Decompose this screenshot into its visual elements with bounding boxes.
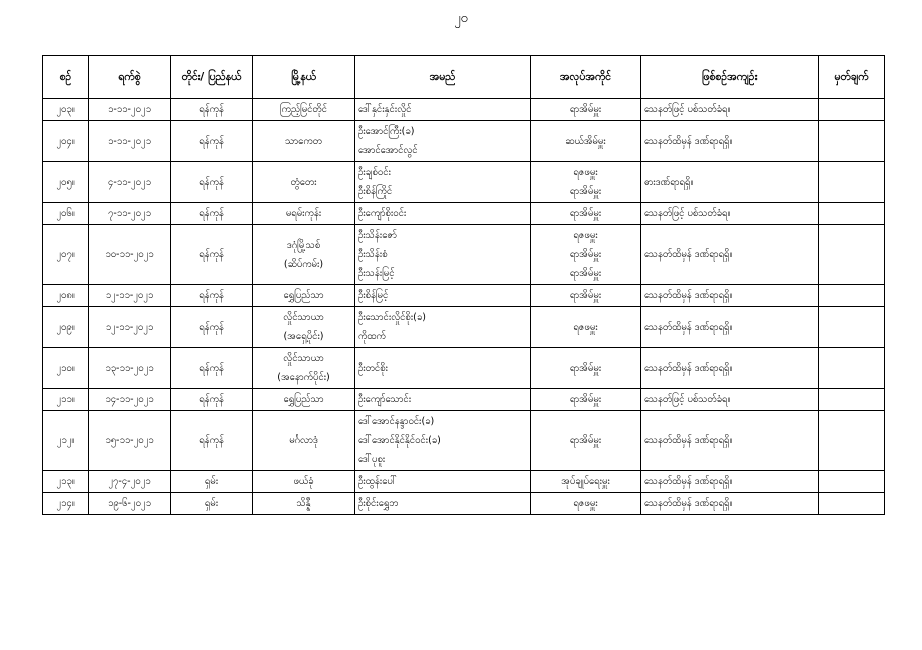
cell-township bbox=[253, 411, 355, 471]
cell-occupation bbox=[531, 99, 641, 121]
cell-occupation bbox=[531, 471, 641, 493]
cell-region: ရန်ကုန် bbox=[171, 348, 253, 389]
cell-date: ၁၅-၁၁-၂၀၂၁ bbox=[89, 411, 171, 471]
cell-region: ရန်ကုန် bbox=[171, 162, 253, 203]
page-number: ၂၀ bbox=[454, 11, 468, 26]
cell-region: ရှမ်း bbox=[171, 471, 253, 493]
cell-name-line: ဦးစိန်မြင့် bbox=[358, 290, 389, 301]
cell-name bbox=[355, 307, 531, 348]
cell-occupation bbox=[531, 493, 641, 515]
cell-township bbox=[253, 121, 355, 162]
cell-township-line: ဖယ်ခုံ bbox=[293, 476, 314, 487]
cell-name-line: ကိုထက် bbox=[358, 331, 386, 342]
cell-township bbox=[253, 225, 355, 285]
cell-remarks bbox=[819, 493, 885, 515]
cell-date: ၄-၁၁-၂၀၂၁ bbox=[89, 162, 171, 203]
cell-name-line: ဦးစိန်ကြိုင် bbox=[358, 186, 393, 197]
header-incident: ဖြစ်စဉ်အကျဉ်း bbox=[641, 56, 819, 99]
cell-name-line: ဦးသန်းမြင့် bbox=[358, 268, 395, 279]
cell-remarks bbox=[819, 389, 885, 411]
cell-incident: သေနတ်ဖြင့် ပစ်သတ်ခံရ။ bbox=[641, 203, 819, 225]
cell-name-line: ဦးကျော်သောင်း bbox=[358, 394, 412, 405]
cell-remarks bbox=[819, 307, 885, 348]
cell-township bbox=[253, 162, 355, 203]
cell-township bbox=[253, 389, 355, 411]
cell-township bbox=[253, 99, 355, 121]
cell-township-line: မင်္ဂလာဒုံ bbox=[289, 435, 318, 446]
cell-incident: သေနတ်ထိမှန် ဒဏ်ရာရရှိ။ bbox=[641, 285, 819, 307]
cell-incident: သေနတ်ဖြင့် ပစ်သတ်ခံရ။ bbox=[641, 99, 819, 121]
cell-occupation-line: ရာအိမ်မှူး bbox=[569, 208, 602, 219]
cell-township bbox=[253, 348, 355, 389]
cell-name bbox=[355, 99, 531, 121]
cell-occupation-line: အုပ်ချုပ်ရေးမှူး bbox=[561, 476, 610, 487]
cell-date: ၁၃-၁၁-၂၀၂၁ bbox=[89, 348, 171, 389]
cell-name-line: ဦးအောင်ကြီး(ခ) bbox=[358, 126, 415, 137]
cell-occupation-line: ရဇဖမှူး bbox=[573, 230, 598, 241]
cell-date: ၁၄-၁၁-၂၀၂၁ bbox=[89, 389, 171, 411]
cell-township-line: တွံတေး bbox=[290, 176, 317, 188]
table-row bbox=[43, 162, 885, 203]
cell-name bbox=[355, 471, 531, 493]
cell-name-line: အောင်အောင်လွင် bbox=[358, 145, 418, 156]
cell-region: ရန်ကုန် bbox=[171, 99, 253, 121]
cell-date: ၁၀-၁၁-၂၀၂၁ bbox=[89, 225, 171, 285]
cell-township bbox=[253, 471, 355, 493]
cell-date: ၁-၁၁-၂၀၂၁ bbox=[89, 99, 171, 121]
cell-no: ၂၀၅။ bbox=[43, 162, 89, 203]
cell-township bbox=[253, 307, 355, 348]
cell-occupation-line: ရာအိမ်မှူး bbox=[569, 394, 602, 405]
cell-remarks bbox=[819, 471, 885, 493]
cell-occupation bbox=[531, 389, 641, 411]
cell-occupation-line: ရဇဖမှူး bbox=[573, 498, 598, 509]
cell-name-line: ဦးတင်စိုး bbox=[358, 362, 388, 374]
cell-occupation bbox=[531, 411, 641, 471]
cell-name-line: ဦးသိန်းဇော် bbox=[358, 230, 397, 241]
cell-region: ရှမ်း bbox=[171, 493, 253, 515]
cell-township-line: ရွှေပြည်သာ bbox=[283, 290, 324, 301]
cell-occupation bbox=[531, 121, 641, 162]
cell-incident: သေနတ်ထိမှန် ဒဏ်ရာရရှိ။ bbox=[641, 225, 819, 285]
cell-township bbox=[253, 203, 355, 225]
header-remarks: မှတ်ချက် bbox=[819, 56, 885, 99]
cell-name-line: ဒေါ်အောင်နန္ဒာဝင်း(ခ) bbox=[358, 416, 435, 427]
header-occupation: အလုပ်အကိုင် bbox=[531, 56, 641, 99]
cell-remarks bbox=[819, 348, 885, 389]
cell-no: ၂၁၃။ bbox=[43, 471, 89, 493]
cell-incident: သေနတ်ထိမှန် ဒဏ်ရာရရှိ။ bbox=[641, 121, 819, 162]
cell-incident: သေနတ်ဖြင့် ပစ်သတ်ခံရ။ bbox=[641, 389, 819, 411]
cell-no: ၂၀၃။ bbox=[43, 99, 89, 121]
cell-remarks bbox=[819, 225, 885, 285]
cell-remarks bbox=[819, 411, 885, 471]
cell-name bbox=[355, 121, 531, 162]
cell-remarks bbox=[819, 203, 885, 225]
cell-incident: သေနတ်ထိမှန် ဒဏ်ရာရရှိ။ bbox=[641, 348, 819, 389]
cell-township-line: (ဆိပ်ကမ်း) bbox=[283, 258, 324, 270]
cell-occupation-line: ရာအိမ်မှူး bbox=[569, 435, 602, 446]
cell-name bbox=[355, 348, 531, 389]
cell-occupation bbox=[531, 348, 641, 389]
cell-occupation bbox=[531, 203, 641, 225]
cell-township-line: မရမ်းကုန်း bbox=[285, 208, 322, 219]
cell-occupation bbox=[531, 285, 641, 307]
table-header-row bbox=[43, 56, 885, 99]
cell-no: ၂၀၉။ bbox=[43, 307, 89, 348]
cell-region: ရန်ကုန် bbox=[171, 389, 253, 411]
cell-occupation bbox=[531, 225, 641, 285]
cell-region: ရန်ကုန် bbox=[171, 285, 253, 307]
cell-region: ရန်ကုန် bbox=[171, 307, 253, 348]
cell-no: ၂၀၆။ bbox=[43, 203, 89, 225]
cell-name bbox=[355, 389, 531, 411]
cell-township-line: သိန္နီ bbox=[296, 498, 311, 509]
table-row bbox=[43, 348, 885, 389]
cell-no: ၂၁၂။ bbox=[43, 411, 89, 471]
cell-name-line: ဦးသောင်းလှိုင်စိုး(ခ) bbox=[358, 312, 426, 323]
cell-township-line: ဒဂုံမြို့သစ် bbox=[286, 239, 321, 251]
cell-occupation-line: ရဇဖမှူး bbox=[573, 167, 598, 178]
cell-remarks bbox=[819, 162, 885, 203]
records-table bbox=[42, 55, 885, 515]
cell-no: ၂၁၄။ bbox=[43, 493, 89, 515]
table-row bbox=[43, 285, 885, 307]
cell-incident: သေနတ်ထိမှန် ဒဏ်ရာရရှိ။ bbox=[641, 307, 819, 348]
cell-occupation-line: ရာအိမ်မှူး bbox=[569, 104, 602, 115]
cell-occupation-line: ရဇဖမှူး bbox=[573, 321, 598, 333]
cell-incident: သေနတ်ထိမှန် ဒဏ်ရာရရှိ။ bbox=[641, 411, 819, 471]
table-row bbox=[43, 99, 885, 121]
cell-remarks bbox=[819, 99, 885, 121]
table-row bbox=[43, 203, 885, 225]
cell-remarks bbox=[819, 285, 885, 307]
cell-occupation-line: ရာအိမ်မှူး bbox=[569, 268, 602, 279]
cell-name-line: ဦးချစ်ဝင်း bbox=[358, 167, 391, 178]
cell-name-line: ဦးစိုင်းရွှေဘ bbox=[358, 498, 399, 509]
cell-occupation bbox=[531, 162, 641, 203]
cell-no: ၂၀၈။ bbox=[43, 285, 89, 307]
cell-region: ရန်ကုန် bbox=[171, 411, 253, 471]
cell-occupation-line: ရာအိမ်မှူး bbox=[569, 186, 602, 197]
table-row bbox=[43, 411, 885, 471]
cell-occupation bbox=[531, 307, 641, 348]
cell-date: ၁၉-၆-၂၀၂၁ bbox=[89, 493, 171, 515]
cell-township-line: သာကေတ bbox=[285, 135, 322, 147]
cell-incident: သေနတ်ထိမှန် ဒဏ်ရာရရှိ။ bbox=[641, 493, 819, 515]
cell-township bbox=[253, 493, 355, 515]
cell-remarks bbox=[819, 121, 885, 162]
cell-occupation-line: ရာအိမ်မှူး bbox=[569, 290, 602, 301]
table-row bbox=[43, 307, 885, 348]
header-name: အမည် bbox=[355, 56, 531, 99]
cell-occupation-line: ရာအိမ်မှူး bbox=[569, 249, 602, 260]
cell-name-line: ဒေါ်ပုစူး bbox=[358, 454, 386, 465]
table-row bbox=[43, 389, 885, 411]
cell-occupation-line: ရာအိမ်မှူး bbox=[569, 362, 602, 374]
cell-region: ရန်ကုန် bbox=[171, 203, 253, 225]
cell-township-line: (အနောက်ပိုင်း) bbox=[277, 372, 330, 383]
header-date: ရက်စွဲ bbox=[89, 56, 171, 99]
cell-name-line: ဦးထွန်းပေါ် bbox=[358, 476, 398, 487]
cell-region: ရန်ကုန် bbox=[171, 121, 253, 162]
cell-name bbox=[355, 162, 531, 203]
table-row bbox=[43, 493, 885, 515]
cell-name-line: ဦးသိန်းစံ bbox=[358, 249, 388, 260]
table-row bbox=[43, 225, 885, 285]
cell-date: ၁-၁၁-၂၀၂၁ bbox=[89, 121, 171, 162]
cell-name-line: ဒေါ်အောင်နိုင်နိုင်ဝင်း(ခ) bbox=[358, 435, 441, 446]
header-no: စဉ် bbox=[43, 56, 89, 99]
header-township: မြို့နယ် bbox=[253, 56, 355, 99]
cell-region: ရန်ကုန် bbox=[171, 225, 253, 285]
table-row bbox=[43, 471, 885, 493]
cell-name bbox=[355, 493, 531, 515]
cell-name bbox=[355, 411, 531, 471]
cell-township bbox=[253, 285, 355, 307]
cell-township-line: ကြည့်မြင်တိုင် bbox=[280, 104, 327, 115]
cell-incident: သေနတ်ထိမှန် ဒဏ်ရာရရှိ။ bbox=[641, 471, 819, 493]
cell-incident: ဓားဒဏ်ရာရရှိ။ bbox=[641, 162, 819, 203]
cell-name-line: ဦးကျော်စိုးဝင်း bbox=[358, 208, 407, 219]
cell-no: ၂၁၁။ bbox=[43, 389, 89, 411]
cell-name bbox=[355, 285, 531, 307]
table-row bbox=[43, 121, 885, 162]
cell-township-line: လှိုင်သာယာ bbox=[283, 353, 324, 364]
cell-township-line: (အရှေ့ပိုင်း) bbox=[283, 331, 324, 342]
cell-occupation-line: ဆယ်အိမ်မှူး bbox=[565, 135, 606, 147]
header-region: တိုင်း/ ပြည်နယ် bbox=[171, 56, 253, 99]
cell-date: ၂၇-၄-၂၀၂၁ bbox=[89, 471, 171, 493]
cell-no: ၂၀၄။ bbox=[43, 121, 89, 162]
cell-name bbox=[355, 203, 531, 225]
cell-township-line: လှိုင်သာယာ bbox=[283, 312, 324, 323]
cell-no: ၂၀၇။ bbox=[43, 225, 89, 285]
cell-township-line: ရွှေပြည်သာ bbox=[283, 394, 324, 405]
cell-no: ၂၁၀။ bbox=[43, 348, 89, 389]
cell-date: ၁၂-၁၁-၂၀၂၁ bbox=[89, 285, 171, 307]
cell-name-line: ဒေါ်နှင်းနှင်းလှိုင် bbox=[358, 104, 412, 115]
cell-date: ၁၂-၁၁-၂၀၂၁ bbox=[89, 307, 171, 348]
cell-date: ၇-၁၁-၂၀၂၁ bbox=[89, 203, 171, 225]
cell-name bbox=[355, 225, 531, 285]
